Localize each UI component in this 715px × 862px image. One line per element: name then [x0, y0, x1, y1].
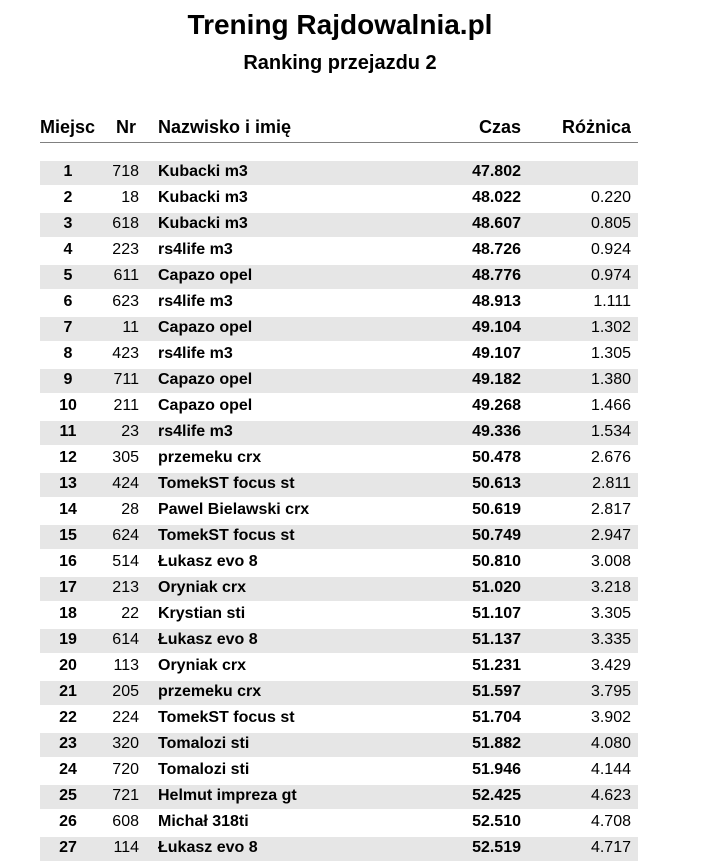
- cell-time: 48.913: [472, 293, 521, 310]
- header-name: Nazwisko i imię: [158, 117, 292, 137]
- cell-nr: 213: [112, 579, 139, 596]
- table-row: [0, 290, 640, 316]
- cell-nr: 18: [121, 189, 139, 206]
- cell-time: 48.726: [472, 241, 521, 258]
- cell-name: rs4life m3: [158, 241, 233, 258]
- cell-diff: 1.111: [593, 293, 631, 310]
- table-row: [0, 394, 640, 420]
- cell-nr: 514: [112, 553, 139, 570]
- header-divider: [40, 142, 638, 143]
- cell-name: Capazo opel: [158, 397, 253, 414]
- cell-time: 49.182: [472, 371, 521, 388]
- cell-nr: 28: [121, 501, 139, 518]
- cell-place: 1: [63, 163, 73, 180]
- cell-nr: 624: [112, 527, 139, 544]
- cell-time: 48.022: [472, 189, 521, 206]
- cell-diff: 2.947: [590, 527, 631, 544]
- cell-place: 14: [59, 501, 77, 518]
- table-row: [0, 784, 640, 810]
- cell-place: 27: [59, 839, 77, 856]
- header-place: Miejsc: [40, 117, 95, 137]
- table-row: [0, 680, 640, 706]
- cell-nr: 22: [121, 605, 139, 622]
- cell-place: 6: [63, 293, 73, 310]
- cell-time: 49.268: [472, 397, 521, 414]
- cell-diff: 3.795: [590, 683, 631, 700]
- cell-place: 20: [59, 657, 77, 674]
- cell-name: Kubacki m3: [158, 215, 248, 232]
- cell-time: 52.510: [472, 813, 521, 830]
- cell-place: 3: [63, 215, 73, 232]
- table-row: [0, 836, 640, 862]
- cell-place: 24: [59, 761, 77, 778]
- cell-name: Tomalozi sti: [158, 735, 250, 752]
- header-nr: Nr: [115, 117, 136, 137]
- cell-nr: 423: [112, 345, 139, 362]
- table-row: [0, 342, 640, 368]
- cell-time: 51.137: [472, 631, 521, 648]
- table-row: [0, 368, 640, 394]
- cell-name: przemeku crx: [158, 449, 262, 466]
- cell-nr: 11: [122, 319, 139, 336]
- cell-name: Łukasz evo 8: [158, 839, 258, 856]
- table-header: [0, 117, 640, 141]
- cell-place: 11: [59, 423, 77, 440]
- cell-nr: 718: [112, 163, 139, 180]
- cell-name: Capazo opel: [158, 371, 253, 388]
- cell-nr: 618: [112, 215, 139, 232]
- cell-place: 18: [59, 605, 77, 622]
- cell-nr: 623: [112, 293, 139, 310]
- cell-diff: 3.902: [590, 709, 631, 726]
- table-row: [0, 446, 640, 472]
- table-row: [0, 316, 640, 342]
- cell-name: rs4life m3: [158, 345, 233, 362]
- cell-diff: 3.335: [590, 631, 631, 648]
- cell-place: 4: [63, 241, 73, 258]
- cell-diff: 2.817: [590, 501, 631, 518]
- cell-time: 48.776: [472, 267, 521, 284]
- cell-nr: 23: [121, 423, 139, 440]
- cell-place: 5: [63, 267, 73, 284]
- cell-name: Oryniak crx: [158, 579, 247, 596]
- cell-diff: 1.466: [590, 397, 631, 414]
- table-row: [0, 472, 640, 498]
- cell-name: rs4life m3: [158, 293, 233, 310]
- cell-diff: 4.717: [590, 839, 631, 856]
- table-row: [0, 732, 640, 758]
- cell-nr: 113: [113, 657, 139, 674]
- table-row: [0, 238, 640, 264]
- table-row: [0, 160, 640, 186]
- cell-nr: 424: [112, 475, 139, 492]
- cell-time: 50.478: [472, 449, 521, 466]
- cell-time: 51.882: [472, 735, 521, 752]
- cell-name: przemeku crx: [158, 683, 262, 700]
- cell-time: 51.107: [472, 605, 521, 622]
- cell-nr: 305: [112, 449, 139, 466]
- table-row: [0, 212, 640, 238]
- cell-time: 50.749: [472, 527, 521, 544]
- table-row: [0, 186, 640, 212]
- cell-nr: 320: [112, 735, 139, 752]
- cell-time: 50.613: [472, 475, 521, 492]
- cell-place: 2: [63, 189, 73, 206]
- cell-place: 15: [59, 527, 77, 544]
- cell-time: 51.946: [472, 761, 521, 778]
- cell-place: 25: [59, 787, 77, 804]
- page-title: Trening Rajdowalnia.pl: [187, 9, 493, 40]
- table-row: [0, 654, 640, 680]
- cell-time: 52.425: [472, 787, 521, 804]
- cell-time: 50.619: [472, 501, 521, 518]
- cell-name: Krystian sti: [158, 605, 246, 622]
- cell-nr: 224: [112, 709, 139, 726]
- cell-time: 51.231: [472, 657, 521, 674]
- cell-place: 21: [59, 683, 77, 700]
- cell-time: 49.107: [472, 345, 521, 362]
- table-row: [0, 602, 640, 628]
- cell-place: 10: [59, 397, 77, 414]
- ranking-table: [0, 160, 640, 862]
- table-row: [0, 498, 640, 524]
- cell-place: 26: [59, 813, 77, 830]
- cell-name: Kubacki m3: [158, 163, 248, 180]
- cell-name: Michał 318ti: [158, 813, 249, 830]
- cell-name: Helmut impreza gt: [158, 787, 297, 804]
- cell-nr: 211: [113, 397, 139, 414]
- cell-diff: 1.534: [590, 423, 631, 440]
- cell-diff: 0.805: [590, 215, 631, 232]
- cell-nr: 721: [112, 787, 139, 804]
- cell-diff: 4.623: [590, 787, 631, 804]
- cell-nr: 114: [113, 839, 139, 856]
- cell-nr: 205: [112, 683, 139, 700]
- cell-nr: 711: [113, 371, 139, 388]
- cell-name: TomekST focus st: [158, 709, 295, 726]
- cell-diff: 3.218: [590, 579, 631, 596]
- cell-nr: 608: [112, 813, 139, 830]
- cell-time: 51.020: [472, 579, 521, 596]
- cell-nr: 614: [112, 631, 139, 648]
- cell-place: 7: [63, 319, 73, 336]
- cell-diff: 1.380: [590, 371, 631, 388]
- cell-place: 22: [59, 709, 77, 726]
- header-time: Czas: [478, 117, 521, 137]
- table-row: [0, 550, 640, 576]
- cell-diff: 4.144: [590, 761, 631, 778]
- cell-place: 16: [59, 553, 77, 570]
- cell-diff: 3.305: [590, 605, 631, 622]
- cell-diff: 2.676: [590, 449, 631, 466]
- cell-time: 49.336: [472, 423, 521, 440]
- cell-name: Oryniak crx: [158, 657, 247, 674]
- cell-name: Łukasz evo 8: [158, 631, 258, 648]
- header-diff: Różnica: [561, 117, 631, 137]
- cell-name: Capazo opel: [158, 267, 253, 284]
- table-row: [0, 628, 640, 654]
- cell-time: 48.607: [472, 215, 521, 232]
- cell-time: 52.519: [472, 839, 521, 856]
- cell-place: 19: [59, 631, 77, 648]
- cell-nr: 223: [112, 241, 139, 258]
- cell-name: TomekST focus st: [158, 527, 295, 544]
- cell-name: Kubacki m3: [158, 189, 248, 206]
- cell-place: 8: [63, 345, 73, 362]
- cell-diff: 1.302: [590, 319, 631, 336]
- cell-diff: 4.708: [590, 813, 631, 830]
- cell-place: 9: [63, 371, 73, 388]
- cell-place: 13: [59, 475, 77, 492]
- cell-diff: 3.008: [590, 553, 631, 570]
- cell-time: 51.704: [472, 709, 521, 726]
- table-row: [0, 758, 640, 784]
- table-row: [0, 576, 640, 602]
- cell-nr: 720: [112, 761, 139, 778]
- cell-diff: 0.974: [590, 267, 631, 284]
- cell-diff: 4.080: [590, 735, 631, 752]
- table-row: [0, 420, 640, 446]
- cell-time: 50.810: [472, 553, 521, 570]
- cell-time: 51.597: [472, 683, 521, 700]
- table-row: [0, 524, 640, 550]
- cell-name: TomekST focus st: [158, 475, 295, 492]
- cell-diff: 3.429: [590, 657, 631, 674]
- cell-diff: 0.924: [590, 241, 631, 258]
- cell-diff: 0.220: [590, 189, 631, 206]
- cell-name: rs4life m3: [158, 423, 233, 440]
- cell-time: 47.802: [472, 163, 521, 180]
- cell-place: 23: [59, 735, 77, 752]
- cell-nr: 611: [113, 267, 139, 284]
- cell-diff: 2.811: [592, 475, 631, 492]
- cell-name: Łukasz evo 8: [158, 553, 258, 570]
- cell-name: Tomalozi sti: [158, 761, 250, 778]
- table-row: [0, 706, 640, 732]
- cell-place: 12: [59, 449, 77, 466]
- table-row: [0, 264, 640, 290]
- cell-name: Pawel Bielawski crx: [158, 501, 310, 518]
- page-subtitle: Ranking przejazdu 2: [243, 52, 437, 74]
- cell-diff: 1.305: [590, 345, 631, 362]
- cell-place: 17: [59, 579, 77, 596]
- cell-time: 49.104: [472, 319, 521, 336]
- cell-name: Capazo opel: [158, 319, 253, 336]
- table-row: [0, 810, 640, 836]
